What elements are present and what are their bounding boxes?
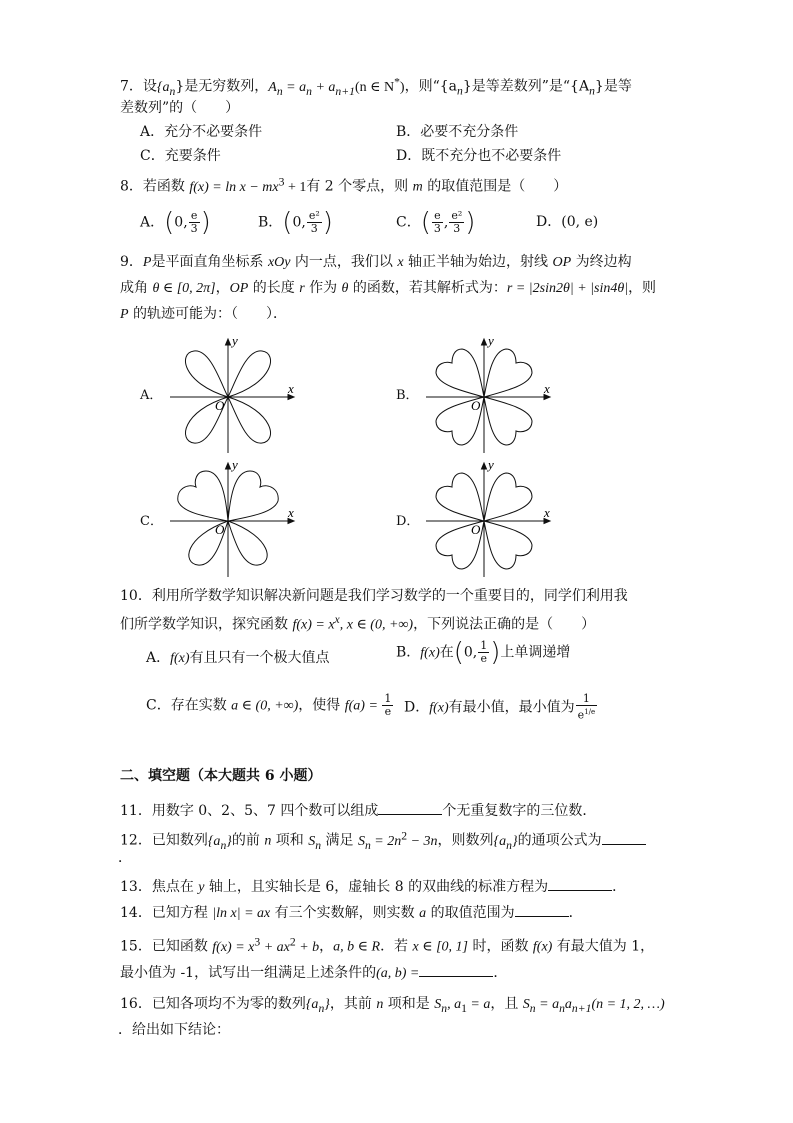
q7-text: 设 — [142, 78, 157, 95]
q8-text: 有 2 个零点，则 — [306, 178, 413, 195]
q8-option-c[interactable]: C．( $\frac{e}{3}$ , $\frac{\text{e²}}{3}$ ) — [396, 207, 476, 238]
q7-def: $A_n = a_n + a_{n+1}(n$ ∈ N*) — [268, 75, 405, 98]
q10-line2: 们所学数学知识，探究函数 $f(x) = x^x$, x ∈ (0, +∞)，下列说法正确的是（ ） — [120, 613, 596, 633]
q7-text: }是无穷数列， — [175, 78, 269, 95]
axis-y-label: y — [488, 336, 494, 348]
q8-text: 的取值范围是（ ） — [422, 178, 568, 195]
origin-label: O — [215, 522, 225, 537]
q8-option-b[interactable]: B．(0, $\frac{\text{e²}}{3}$ ) — [258, 207, 333, 238]
q7-option-d[interactable]: D．既不充分也不必要条件 — [396, 148, 562, 164]
axis-x-label: x — [288, 505, 294, 520]
q7-line2: 差数列”的（ ） — [120, 100, 240, 116]
q16-line2: ．给出如下结论： — [118, 1022, 230, 1038]
q8-text: 若函数 — [142, 178, 190, 195]
q15-line2: 最小值为 -1，试写出一组满足上述条件的(a, b) = ． — [120, 962, 507, 984]
q7-text: ，则“{a — [404, 78, 457, 95]
q9-graph-d[interactable] — [414, 460, 554, 582]
q14-line: 14．已知方程 |ln x| = ax 有三个实数解，则实数 a 的取值范围为 ． — [120, 902, 583, 924]
section-title-fill-in: 二、填空题（本大题共 6 小题） — [120, 768, 322, 784]
q9-option-b-label[interactable]: B． — [396, 388, 419, 403]
q7-text: }是等 — [594, 78, 632, 95]
q12-line: 12．已知数列$\{a_n\}$的前 n 项和 $S_n$ 满足 $S_n = 2n^2 - 3n$，则数列$\{a_n\}$的通项公式为 — [120, 826, 646, 855]
q12-answer-blank[interactable] — [602, 830, 646, 845]
q9-option-d-label[interactable]: D． — [396, 514, 420, 529]
q9-graph-b[interactable] — [414, 336, 554, 458]
q13-line: 13．焦点在 y 轴上，且实轴长是 6，虚轴长 8 的双曲线的标准方程为 ． — [120, 876, 626, 898]
q8-number: 8． — [120, 178, 143, 195]
q13-answer-blank[interactable] — [548, 876, 612, 891]
q8-function: $f(x) = \ln x - mx^3 + 1$ — [189, 175, 307, 195]
q9-option-c-label[interactable]: C． — [140, 514, 163, 529]
q12-period: ． — [118, 850, 132, 866]
q7-number: 7． — [120, 78, 143, 95]
q10-line1: 10．利用所学数学知识解决新问题是我们学习数学的一个重要目的，同学们利用我 — [120, 588, 628, 604]
q8-option-a[interactable]: A．(0, $\frac{e}{3}$ ) — [140, 207, 211, 238]
q10-option-b[interactable]: B．f(x)在(0, $\frac{1}{e}$ )上单调递增 — [396, 637, 571, 668]
q9-option-a-label[interactable]: A． — [140, 388, 163, 403]
axis-y-label: y — [488, 460, 494, 472]
q10-option-a[interactable]: A．f(x)有且只有一个极大值点 — [146, 650, 330, 666]
origin-label: O — [471, 522, 481, 537]
q7-option-c[interactable]: C．充要条件 — [140, 148, 221, 164]
q15-line1: 15．已知函数 $f(x) = x^3 + ax^2 + b$，a, b ∈ R．若 x ∈ [0, 1] 时，函数 f(x) 有最大值为 1， — [120, 935, 655, 955]
q8-var: m — [412, 179, 423, 195]
q10-option-c[interactable]: C．存在实数 a ∈ (0, +∞)，使得 f(a) = $\frac{1}{e}$ — [146, 692, 392, 718]
q11-line: 11．用数字 0、2、5、7 四个数可以组成 个无重复数字的三位数． — [120, 800, 596, 821]
q14-answer-blank[interactable] — [515, 902, 569, 917]
origin-label: O — [215, 398, 225, 413]
q11-answer-blank[interactable] — [378, 800, 442, 815]
axis-x-label: x — [544, 381, 550, 396]
q9-graph-c[interactable] — [158, 460, 298, 582]
q7-text: }是等差数列”是“{A — [462, 78, 590, 95]
q9-line2: 成角 θ ∈ [0, 2π]，OP 的长度 r 作为 θ 的函数，若其解析式为：r = |2sin2θ| + |sin4θ|，则 — [120, 280, 657, 296]
q7-option-b[interactable]: B．必要不充分条件 — [396, 124, 519, 140]
origin-label: O — [471, 398, 481, 413]
axis-y-label: y — [232, 336, 238, 348]
axis-x-label: x — [288, 381, 294, 396]
q7-option-a[interactable]: A．充分不必要条件 — [140, 124, 263, 140]
q10-option-d[interactable]: D．f(x)有最小值，最小值为 $\frac{1}{e^{1/e}}$ — [404, 692, 596, 722]
q15-answer-blank[interactable] — [419, 962, 493, 977]
q9-line3: P 的轨迹可能为：（ ）． — [120, 306, 288, 322]
q7-seq-a: {$a_n$ — [156, 79, 176, 98]
q9-graph-a[interactable] — [158, 336, 298, 458]
axis-x-label: x — [544, 505, 550, 520]
q7-sub: n — [589, 84, 595, 98]
axis-y-label: y — [232, 460, 238, 472]
q8-option-d[interactable]: D．(0, e) — [536, 214, 599, 230]
q16-line1: 16．已知各项均不为零的数列$\{a_n\}$，其前 n 项和是 $S_n$, $a_1 = a$，且 $S_n = a_na_{n+1}(n = 1$, 2, …) — [120, 996, 665, 1015]
q9-line1: 9．P是平面直角坐标系 xOy 内一点，我们以 x 轴正半轴为始边，射线 OP 为终边构 — [120, 254, 632, 270]
q7-sub: n — [457, 84, 463, 98]
q8-line1 — [120, 172, 567, 198]
